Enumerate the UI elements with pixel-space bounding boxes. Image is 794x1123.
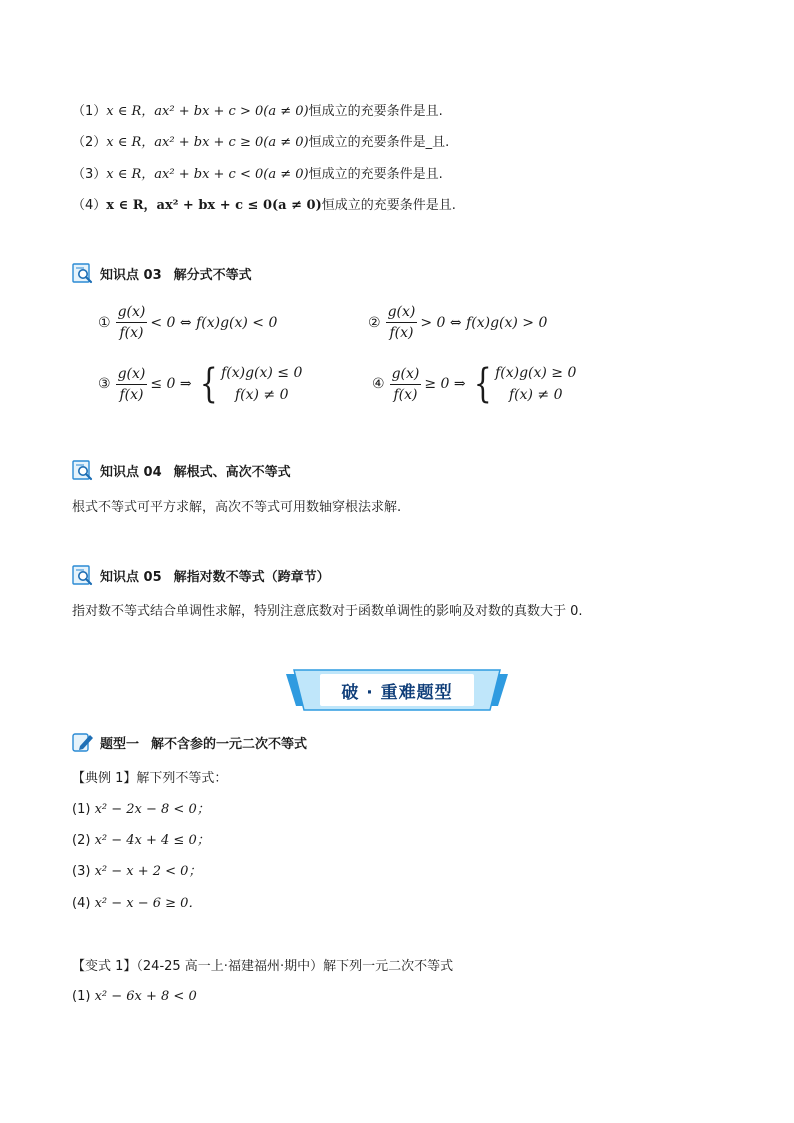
condition-domain: x ∈ R， xyxy=(106,167,155,182)
condition-text: 恒成立的充要条件是且. xyxy=(308,167,443,182)
rule-rhs: > 0 ⇔ f(x)g(x) > 0 xyxy=(420,314,548,331)
rule-rhs: ≤ 0 ⇒ xyxy=(150,376,192,392)
condition-domain: x ∈ R， xyxy=(106,135,155,150)
rule-rhs: ≥ 0 ⇒ xyxy=(424,376,466,392)
condition-domain: x ∈ R， xyxy=(106,198,157,213)
case-system xyxy=(495,362,576,406)
fraction-rule-1 xyxy=(98,303,277,342)
item-expression: x² − 4x + 4 ≤ 0； xyxy=(94,833,210,848)
case-system xyxy=(221,362,302,406)
example1-item-2 xyxy=(72,832,210,850)
example1-item-1 xyxy=(72,801,210,819)
condition-1 xyxy=(72,103,443,121)
topic1-heading xyxy=(72,730,307,754)
kp05-title: 解指对数不等式（跨章节） xyxy=(173,569,330,585)
condition-3 xyxy=(72,166,443,184)
condition-4 xyxy=(72,197,456,215)
condition-inequality: ax² + bx + c < 0(a ≠ 0) xyxy=(154,167,309,182)
condition-domain: x ∈ R， xyxy=(106,104,155,119)
item-expression: x² − 6x + 8 < 0 xyxy=(94,989,197,1004)
fraction xyxy=(116,365,148,404)
condition-inequality: ax² + bx + c ≥ 0(a ≠ 0) xyxy=(154,135,309,150)
kp04-heading xyxy=(72,458,291,482)
condition-inequality: ax² + bx + c > 0(a ≠ 0) xyxy=(154,104,309,119)
condition-text: 恒成立的充要条件是且. xyxy=(308,104,443,119)
topic1-title: 解不含参的一元二次不等式 xyxy=(151,736,308,752)
fraction-rule-3 xyxy=(98,362,302,406)
kp04-body: 根式不等式可平方求解，高次不等式可用数轴穿根法求解. xyxy=(72,500,402,515)
condition-text: 恒成立的充要条件是_且. xyxy=(308,135,450,150)
kp04-label: 知识点 04 xyxy=(100,464,162,480)
topic1-label: 题型一 xyxy=(100,736,140,752)
fraction-rule-4 xyxy=(372,362,576,406)
rule-number: ④ xyxy=(372,376,385,392)
condition-number: （1） xyxy=(72,104,107,119)
fraction-denominator: f(x) xyxy=(389,325,414,341)
condition-number: （4） xyxy=(72,198,107,213)
item-number: (2) xyxy=(72,833,91,848)
condition-number: （3） xyxy=(72,167,107,182)
fraction-denominator: f(x) xyxy=(119,325,144,341)
item-number: (1) xyxy=(72,802,91,817)
kp04-title: 解根式、高次不等式 xyxy=(173,464,291,480)
kp05-label: 知识点 05 xyxy=(100,569,162,585)
rule-rhs: < 0 ⇔ f(x)g(x) < 0 xyxy=(150,314,278,331)
fraction-rule-2 xyxy=(368,303,547,342)
fraction-numerator: g(x) xyxy=(386,303,418,323)
example1-item-4 xyxy=(72,895,201,913)
condition-number: （2） xyxy=(72,135,107,150)
rule-number: ② xyxy=(368,314,381,331)
variant1-heading: 【变式 1】（24-25 高一上·福建福州·期中）解下列一元二次不等式 xyxy=(72,959,454,974)
magnifier-book-icon xyxy=(72,262,94,284)
fraction xyxy=(116,303,148,342)
item-number: (3) xyxy=(72,864,91,879)
fraction-numerator: g(x) xyxy=(390,365,422,385)
kp05-body: 指对数不等式结合单调性求解，特别注意底数对于函数单调性的影响及对数的真数大于 0. xyxy=(72,604,583,619)
kp03-heading xyxy=(72,261,252,285)
section-banner xyxy=(286,668,508,712)
fraction-numerator: g(x) xyxy=(116,303,148,323)
case-line-1: f(x)g(x) ≥ 0 xyxy=(495,365,577,381)
item-expression: x² − 2x − 8 < 0； xyxy=(94,802,210,817)
variant1-item-1 xyxy=(72,988,197,1006)
edit-pencil-icon xyxy=(72,731,94,753)
kp03-title: 解分式不等式 xyxy=(173,267,252,283)
item-number: (4) xyxy=(72,896,91,911)
banner-title: 破 · 重难题型 xyxy=(341,682,453,703)
item-expression: x² − x + 2 < 0； xyxy=(94,864,202,879)
left-brace: { xyxy=(473,361,492,407)
kp03-label: 知识点 03 xyxy=(100,267,162,283)
fraction-denominator: f(x) xyxy=(393,386,418,403)
kp05-heading xyxy=(72,563,330,587)
rule-number: ③ xyxy=(98,376,111,392)
left-brace: { xyxy=(199,361,218,407)
case-line-2: f(x) ≠ 0 xyxy=(234,387,289,403)
rule-number: ① xyxy=(98,314,111,331)
example1-item-3 xyxy=(72,863,201,881)
item-number: (1) xyxy=(72,989,91,1004)
fraction xyxy=(386,303,418,342)
example1-heading: 【典例 1】解下列不等式： xyxy=(72,771,228,786)
fraction-numerator: g(x) xyxy=(116,365,148,385)
condition-2 xyxy=(72,134,449,152)
fraction xyxy=(390,365,422,404)
case-line-2: f(x) ≠ 0 xyxy=(508,387,563,403)
fraction-denominator: f(x) xyxy=(119,386,144,403)
condition-inequality: ax² + bx + c ≤ 0(a ≠ 0) xyxy=(156,198,322,213)
condition-text: 恒成立的充要条件是且. xyxy=(321,198,456,213)
magnifier-book-icon xyxy=(72,459,94,481)
case-line-1: f(x)g(x) ≤ 0 xyxy=(221,365,303,381)
item-expression: x² − x − 6 ≥ 0． xyxy=(94,896,202,911)
magnifier-book-icon xyxy=(72,564,94,586)
